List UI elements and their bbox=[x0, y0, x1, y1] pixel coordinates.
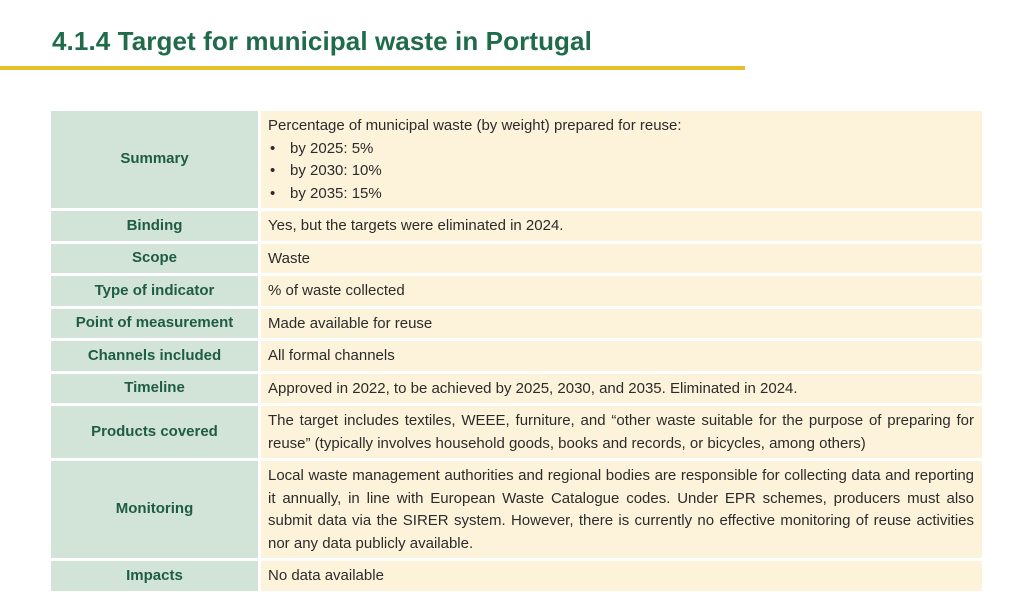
summary-intro: Percentage of municipal waste (by weight) prepared for reuse: bbox=[268, 117, 682, 134]
row-value-binding: Yes, but the targets were eliminated in 2024. bbox=[261, 211, 982, 241]
row-label-impacts: Impacts bbox=[51, 561, 261, 591]
row-label-products-covered: Products covered bbox=[51, 406, 261, 458]
bullet-text: by 2030: 10% bbox=[290, 162, 382, 179]
table-row-impacts bbox=[51, 561, 982, 591]
table-row-channels-included bbox=[51, 341, 982, 371]
bullet-text: by 2025: 5% bbox=[290, 139, 374, 157]
bullet-dot-icon: • bbox=[270, 162, 276, 179]
row-value-timeline: Approved in 2022, to be achieved by 2025, 2030, and 2035. Eliminated in 2024. bbox=[261, 374, 982, 404]
bullet-item bbox=[268, 183, 974, 206]
bullet-text: by 2035: 15% bbox=[290, 184, 382, 202]
target-table bbox=[51, 108, 982, 594]
row-value-impacts: No data available bbox=[261, 561, 982, 591]
row-value-products-covered: The target includes textiles, WEEE, furniture, and “other waste suitable for the purpose of preparing for reuse” (typically involves household goods, books and records, or bicycles, among others) bbox=[261, 406, 982, 458]
row-value-channels-included: All formal channels bbox=[261, 341, 982, 371]
bullet-dot-icon: • bbox=[270, 139, 276, 157]
row-value-scope: Waste bbox=[261, 244, 982, 274]
bullet-item bbox=[268, 138, 974, 161]
bullet-dot-icon: • bbox=[270, 184, 276, 202]
section-heading: 4.1.4 Target for municipal waste in Portugal bbox=[52, 26, 592, 56]
row-label-point-of-measurement: Point of measurement bbox=[51, 309, 261, 339]
table-row-binding bbox=[51, 211, 982, 241]
table-row-products-covered bbox=[51, 406, 982, 458]
row-label-timeline: Timeline bbox=[51, 374, 261, 404]
row-label-binding: Binding bbox=[51, 211, 261, 241]
row-value-type-of-indicator: % of waste collected bbox=[261, 276, 982, 306]
table-row-timeline bbox=[51, 374, 982, 404]
row-label-channels-included: Channels included bbox=[51, 341, 261, 371]
row-label-scope: Scope bbox=[51, 244, 261, 274]
table-row-summary bbox=[51, 111, 982, 208]
table-row-type-of-indicator bbox=[51, 276, 982, 306]
bullet-item bbox=[268, 160, 974, 183]
row-value-monitoring: Local waste management authorities and regional bodies are responsible for collecting data and reporting it annually, in line with European Waste Catalogue codes. Under EPR schemes, producers must also submit data via the SIRER system. However, there is currently no effective monitoring of reuse activities nor any data publicly available. bbox=[261, 461, 982, 558]
table-row-point-of-measurement bbox=[51, 309, 982, 339]
row-label-type-of-indicator: Type of indicator bbox=[51, 276, 261, 306]
row-value-summary bbox=[261, 111, 982, 208]
summary-bullet-list bbox=[268, 138, 974, 206]
table-row-monitoring bbox=[51, 461, 982, 558]
heading-underline bbox=[0, 66, 745, 70]
row-label-summary: Summary bbox=[51, 111, 261, 208]
row-value-point-of-measurement: Made available for reuse bbox=[261, 309, 982, 339]
row-label-monitoring: Monitoring bbox=[51, 461, 261, 558]
table-row-scope bbox=[51, 244, 982, 274]
